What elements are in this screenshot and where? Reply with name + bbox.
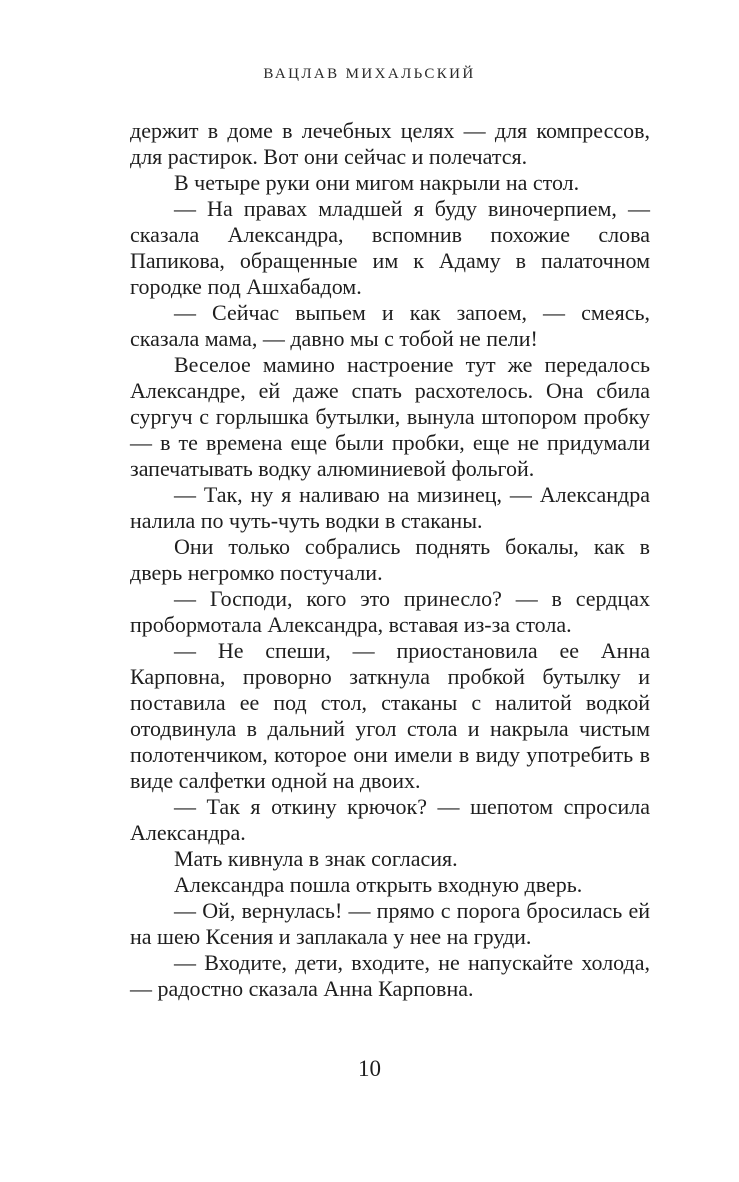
paragraph: Они только собрались поднять бокалы, как в дверь негромко постучали. xyxy=(130,534,650,585)
paragraph: — Не спеши, — приостановила ее Анна Карповна, проворно заткнула пробкой бутылку и поставила ее под стол, стаканы с налитой водкой отодвинула в дальний угол стола и накрыла чистым полотенчиком, которое они имели в виду употребить в виде салфетки одной на двоих. xyxy=(130,638,650,793)
paragraph: Александра пошла открыть входную дверь. xyxy=(174,872,583,897)
paragraph: Веселое мамино настроение тут же передалось Александре, ей даже спать расхотелось. Она сбила сургуч с горлышка бутылки, вынула штопором пробку — в те времена еще были пробки, еще не придумали запечатывать водку алюминиевой фольгой. xyxy=(130,352,650,481)
paragraph: — Входите, дети, входите, не напускайте холода, — радостно сказала Анна Карповна. xyxy=(130,950,650,1001)
paragraph: — Так, ну я наливаю на мизинец, — Александра налила по чуть-чуть водки в стаканы. xyxy=(130,482,650,533)
paragraph: — Так я откину крючок? — шепотом спросила Александра. xyxy=(130,794,650,845)
paragraph: — Сейчас выпьем и как запоем, — смеясь, сказала мама, — давно мы с тобой не пели! xyxy=(130,300,650,351)
page-text xyxy=(130,118,650,1002)
paragraph: Мать кивнула в знак согласия. xyxy=(174,846,458,871)
paragraph: — Ой, вернулась! — прямо с порога бросилась ей на шею Ксения и заплакала у нее на груди. xyxy=(130,898,650,949)
running-head: ВАЦЛАВ МИХАЛЬСКИЙ xyxy=(263,66,476,82)
paragraph: держит в доме в лечебных целях — для компрессов, для растирок. Вот они сейчас и полечатся. xyxy=(130,118,650,169)
paragraph: В четыре руки они мигом накрыли на стол. xyxy=(174,170,580,195)
paragraph: — Господи, кого это принесло? — в сердцах пробормотала Александра, вставая из-за стола. xyxy=(130,586,650,637)
paragraph: — На правах младшей я буду виночерпием, — сказала Александра, вспомнив похожие слова Папикова, обращенные им к Адаму в палаточном городке под Ашхабадом. xyxy=(130,196,650,299)
page-number: 10 xyxy=(358,1056,381,1081)
